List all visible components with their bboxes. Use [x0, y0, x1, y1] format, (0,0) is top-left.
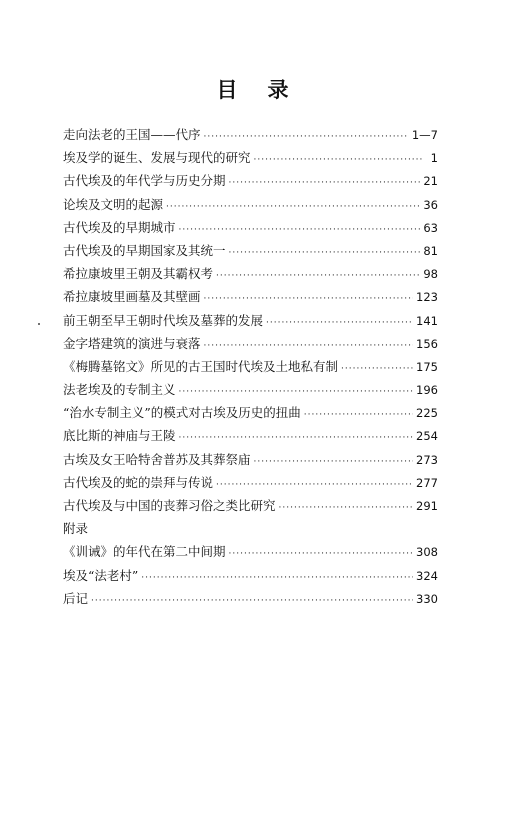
page-title-char-2: 录 [267, 78, 289, 102]
toc-entry[interactable] [63, 216, 438, 239]
toc-entry[interactable] [63, 193, 438, 216]
toc-entry-page: 291 [416, 499, 438, 513]
toc-entry-page: 308 [416, 545, 438, 560]
toc-entry[interactable] [63, 401, 438, 424]
dot-leader [304, 404, 413, 427]
toc-entry[interactable] [63, 285, 438, 308]
toc-entry-page: 273 [416, 452, 438, 467]
dot-leader [254, 451, 414, 474]
table-of-contents [63, 123, 438, 610]
toc-entry[interactable] [63, 332, 438, 355]
toc-entry-title: 法老埃及的专制主义 [63, 382, 176, 398]
toc-entry[interactable] [63, 424, 438, 447]
toc-entry-title: 埃及学的诞生、发展与现代的研究 [63, 150, 251, 166]
toc-entry-title: 底比斯的神庙与王陵 [63, 428, 176, 444]
toc-entry-title: 金字塔建筑的演进与衰落 [63, 335, 201, 351]
toc-entry[interactable] [63, 471, 438, 494]
toc-entry[interactable] [63, 123, 438, 146]
toc-entry-title: 古代埃及的年代学与历史分期 [63, 173, 226, 189]
toc-entry-title: 古埃及女王哈特舍普苏及其葬祭庙 [63, 451, 251, 467]
toc-entry-title: “治水专制主义”的模式对古埃及历史的扭曲 [63, 405, 301, 421]
page-title-char-1: 目 [216, 78, 238, 102]
toc-entry[interactable] [63, 355, 438, 378]
toc-entry-page: 36 [423, 197, 438, 212]
toc-entry-page: 21 [423, 174, 438, 189]
toc-entry-title: 后记 [63, 590, 89, 606]
toc-entry-page: 254 [416, 429, 438, 444]
toc-entry-page: 330 [416, 591, 438, 606]
toc-entry-page: 123 [416, 290, 438, 305]
toc-entry-title: 古代埃及与中国的丧葬习俗之类比研究 [63, 498, 276, 513]
toc-entry[interactable] [63, 540, 438, 563]
toc-section-title: 附录 [63, 521, 89, 537]
toc-entry-title: 希拉康坡里画墓及其壁画 [63, 289, 201, 305]
toc-entry-page: 63 [423, 220, 438, 235]
toc-entry-page: 81 [423, 243, 438, 258]
toc-entry-page: 141 [416, 313, 438, 328]
toc-entry-page: 277 [416, 475, 438, 490]
toc-entry[interactable] [63, 564, 438, 587]
toc-entry-title: 古代埃及的早期城市 [63, 219, 176, 235]
toc-entry[interactable] [63, 587, 438, 610]
toc-entry[interactable] [63, 494, 438, 517]
toc-entry-page: 324 [416, 568, 438, 583]
toc-entry-page: 1—7 [411, 128, 438, 142]
dot-leader [166, 196, 420, 219]
toc-entry[interactable] [63, 309, 438, 332]
toc-section-heading [63, 517, 438, 540]
toc-entry-page: 98 [423, 267, 438, 282]
toc-entry[interactable] [63, 262, 438, 285]
dot-leader [141, 567, 413, 590]
dot-leader [266, 312, 413, 335]
dot-leader [341, 358, 413, 381]
toc-entry[interactable] [63, 146, 438, 169]
toc-entry[interactable] [63, 239, 438, 262]
dot-leader [216, 265, 420, 288]
dot-leader [279, 497, 414, 520]
dot-leader [229, 543, 414, 566]
toc-entry-page: 156 [416, 336, 438, 351]
scan-speck [38, 323, 40, 325]
toc-entry[interactable] [63, 169, 438, 192]
dot-leader [229, 242, 421, 265]
dot-leader [229, 172, 421, 195]
dot-leader [91, 590, 413, 613]
toc-entry-title: 论埃及文明的起源 [63, 196, 164, 212]
toc-entry[interactable] [63, 378, 438, 401]
page-title [0, 74, 505, 104]
toc-entry-title: 古代埃及的蛇的崇拜与传说 [63, 474, 214, 490]
toc-entry-title: 《梅腾墓铭文》所见的古王国时代埃及土地私有制 [63, 358, 339, 374]
toc-entry-page: 175 [416, 359, 438, 374]
toc-entry-title: 《训诫》的年代在第二中间期 [63, 544, 226, 560]
toc-entry-title: 埃及“法老村” [63, 567, 139, 583]
toc-entry-title: 前王朝至早王朝时代埃及墓葬的发展 [63, 312, 264, 328]
dot-leader [254, 149, 423, 172]
toc-entry-page: 225 [416, 406, 438, 421]
toc-entry-title: 古代埃及的早期国家及其统一 [63, 242, 226, 258]
toc-entry-page: 1 [430, 151, 438, 166]
toc-entry-title: 走向法老的王国——代序 [63, 127, 201, 142]
toc-entry[interactable] [63, 448, 438, 471]
toc-entry-page: 196 [416, 383, 438, 398]
toc-entry-title: 希拉康坡里王朝及其霸权考 [63, 266, 214, 282]
